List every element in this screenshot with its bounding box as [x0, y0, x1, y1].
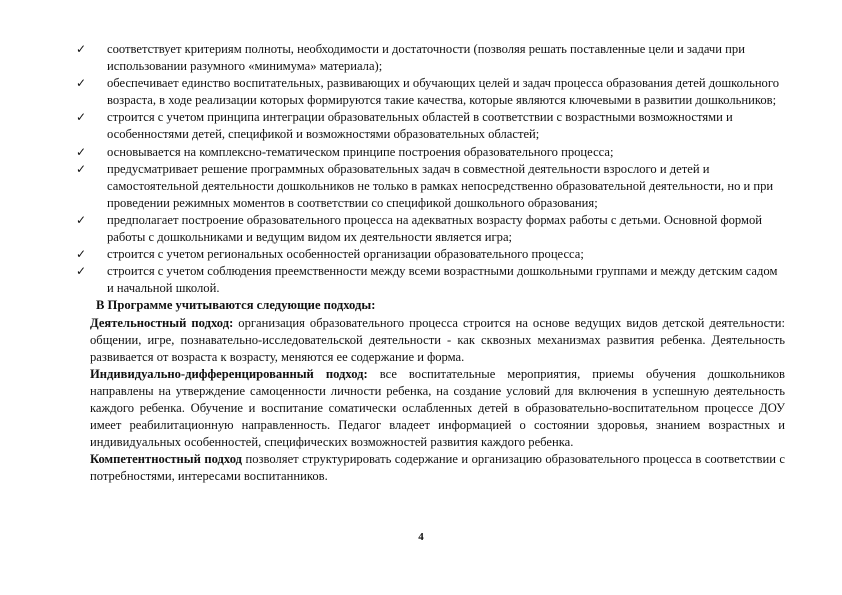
checklist-item — [76, 75, 785, 109]
checkmark-icon: ✓ — [76, 144, 87, 159]
checklist-item — [76, 41, 785, 75]
checklist-item — [76, 263, 785, 297]
checklist-item — [76, 246, 785, 263]
checklist-item-text: основывается на комплексно-тематическом принципе построения образовательного процесса; — [107, 144, 614, 159]
section-heading: В Программе учитываются следующие подходы: — [96, 298, 376, 313]
approach-text: позволяет структурировать содержание и организацию образовательного процесса в соответствии с потребностями, интересами воспитанников. — [90, 452, 785, 484]
approach-term: Индивидуально-дифференцированный подход: — [90, 366, 368, 381]
checkmark-icon: ✓ — [76, 110, 87, 125]
checklist-item-text: строится с учетом соблюдения преемственности между всеми возрастными дошкольными группами и между детским садом и начальной школой. — [107, 264, 778, 296]
checklist-item-text: предусматривает решение программных образовательных задач в совместной деятельности взрослого и детей и самостоятельной деятельности дошкольников не только в рамках непосредственно образовательной деятельности, но и при проведении режимных моментов в соответствии со спецификой дошкольного образования; — [107, 161, 774, 210]
checklist-item — [76, 212, 785, 246]
checklist-item-text: соответствует критериям полноты, необходимости и достаточности (позволяя решать поставленные цели и задачи при использовании разумного «минимума» материала); — [107, 42, 745, 74]
principles-checklist — [76, 41, 785, 297]
approach-text: организация образовательного процесса строится на основе ведущих видов детской деятельности: общении, игре, познавательно-исследовательской деятельности - как сквозных механизмах развития ребенка. Деятельность развивается от возраста к возрасту, меняются ее содержание и форма. — [90, 315, 786, 364]
approach-term: Деятельностный подход: — [90, 315, 234, 330]
checkmark-icon: ✓ — [76, 42, 87, 56]
checkmark-icon: ✓ — [76, 264, 87, 279]
page-number: 4 — [418, 531, 424, 543]
approach-term: Компетентностный подход — [90, 452, 243, 467]
page-content — [76, 41, 786, 485]
approach-paragraph — [90, 451, 785, 485]
checklist-item-text: предполагает построение образовательного процесса на адекватных возрасту формах работы с детьми. Основной формой работы с дошкольниками и ведущим видом их деятельности является игра; — [107, 212, 763, 245]
checklist-item — [76, 161, 785, 212]
approach-paragraph — [90, 366, 785, 451]
checkmark-icon: ✓ — [76, 247, 87, 262]
checkmark-icon: ✓ — [76, 76, 87, 91]
approach-text: все воспитательные мероприятия, приемы обучения дошкольников направлены на утверждение самоценности личности ребенка, на создание условий для включения в успешную деятельность каждого ребенка. Обучение и воспитание соматически ослабленных детей в образовательно-воспитательном процессе ДОУ имеет реабилитационную направленность. Педагог владеет информацией о состоянии здоровья, знанием возрастных и индивидуальных особенностей, специфических возможностей развития каждого ребенка. — [90, 366, 785, 450]
checklist-item-text: обеспечивает единство воспитательных, развивающих и обучающих целей и задач процесса образования детей дошкольного возраста, в ходе реализации которых формируются такие качества, которые являются ключевыми в развитии дошкольников; — [107, 76, 779, 108]
checklist-item — [76, 144, 785, 161]
approach-paragraph — [90, 315, 785, 366]
checklist-item-text: строится с учетом принципа интеграции образовательных областей в соответствии с возрастными возможностями и особенностями детей, спецификой и возможностями образовательных областей; — [107, 110, 733, 142]
checkmark-icon: ✓ — [76, 212, 87, 227]
checkmark-icon: ✓ — [76, 161, 87, 176]
checklist-item-text: строится с учетом региональных особенностей организации образовательного процесса; — [107, 247, 584, 262]
checklist-item — [76, 109, 785, 143]
